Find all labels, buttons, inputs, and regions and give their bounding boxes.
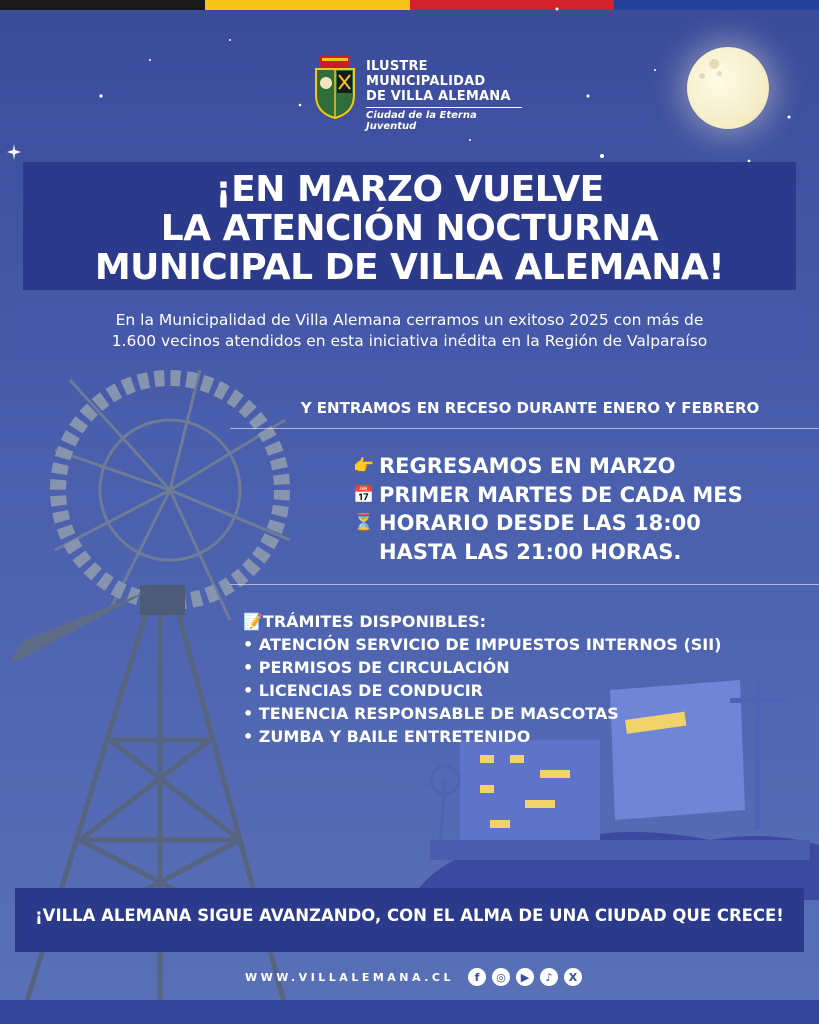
moon [687, 47, 769, 129]
list-item: • LICENCIAS DE CONDUCIR [243, 681, 483, 700]
list-item: • ATENCIÓN SERVICIO DE IMPUESTOS INTERNOS (SII) [243, 635, 722, 654]
hourglass-icon: ⏳ [353, 513, 375, 533]
list-item: • TENENCIA RESPONSABLE DE MASCOTAS [243, 704, 619, 723]
logo-line3: DE VILLA ALEMANA [366, 89, 511, 104]
memo-icon: 📝 [243, 612, 263, 631]
bottom-bar [0, 1000, 819, 1024]
website-link[interactable]: WWW.VILLALEMANA.CL [245, 970, 454, 984]
logo-tagline: Ciudad de la Eterna Juventud [366, 107, 522, 132]
youtube-icon[interactable]: ▶ [516, 968, 534, 986]
slogan: ¡VILLA ALEMANA SIGUE AVANZANDO, CON EL ALMA DE UNA CIUDAD QUE CRECE! [35, 906, 784, 925]
logo-title [366, 59, 511, 104]
tiktok-icon[interactable]: ♪ [540, 968, 558, 986]
logo-line2: MUNICIPALIDAD [366, 74, 486, 89]
intro-line2: 1.600 vecinos atendidos en esta iniciativa inédita en la Región de Valparaíso [111, 332, 708, 350]
intro-text [15, 310, 804, 352]
schedule-row [353, 509, 743, 538]
municipal-logo [312, 55, 522, 132]
schedule-row [353, 481, 743, 510]
title-line2: LA ATENCIÓN NOCTURNA [160, 208, 659, 249]
list-item: • ZUMBA Y BAILE ENTRETENIDO [243, 727, 531, 746]
facebook-icon[interactable]: f [468, 968, 486, 986]
schedule-list [353, 452, 743, 566]
instagram-icon[interactable]: ◎ [492, 968, 510, 986]
recess-notice: Y ENTRAMOS EN RECESO DURANTE ENERO Y FEBRERO [300, 399, 760, 417]
schedule-row [353, 538, 743, 567]
intro-line1: En la Municipalidad de Villa Alemana cerramos un exitoso 2025 con más de [115, 311, 704, 329]
coat-of-arms-icon [312, 55, 358, 119]
schedule-text: REGRESAMOS EN MARZO [379, 454, 676, 478]
logo-line1: ILUSTRE [366, 59, 428, 74]
divider [230, 428, 819, 429]
divider [230, 584, 819, 585]
procedures-title: TRÁMITES DISPONIBLES: [262, 612, 487, 631]
schedule-row [353, 452, 743, 481]
calendar-icon: 📅 [353, 484, 375, 505]
schedule-text: PRIMER MARTES DE CADA MES [379, 482, 743, 507]
list-item: • PERMISOS DE CIRCULACIÓN [243, 658, 510, 677]
pointing-hand-icon: 👉 [353, 456, 375, 476]
schedule-text: HORARIO DESDE LAS 18:00 [379, 511, 701, 535]
procedures-list [243, 610, 722, 748]
title-line3: MUNICIPAL DE VILLA ALEMANA! [94, 247, 725, 288]
x-icon[interactable]: X [564, 968, 582, 986]
footer [245, 965, 582, 989]
schedule-text: HASTA LAS 21:00 HORAS. [379, 539, 682, 564]
page-title [23, 170, 796, 287]
title-line1: ¡EN MARZO VUELVE [215, 169, 604, 210]
procedures-header [243, 610, 722, 633]
